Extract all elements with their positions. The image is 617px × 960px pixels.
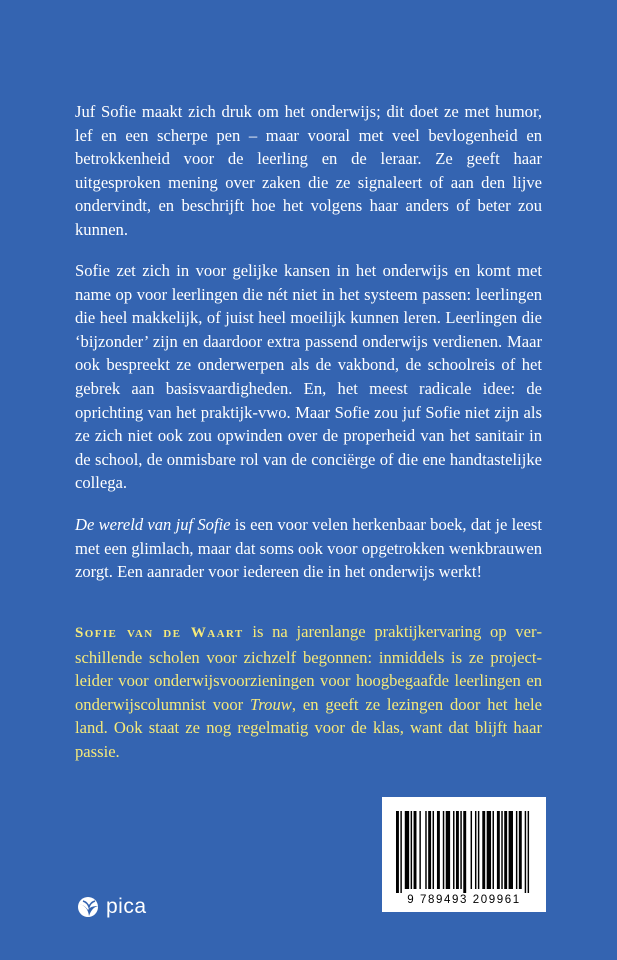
barcode-bar <box>475 811 476 889</box>
barcode-icon <box>396 811 532 893</box>
author-name: Sofie van de Waart <box>75 625 244 641</box>
barcode-bar <box>525 811 526 893</box>
publisher-name: pica <box>106 895 147 918</box>
bio-part-2: , en geeft ze lezingen door het hele land. Ook staat ze nog regelmatig voor de klas, want dat blijft haar passie. <box>75 694 543 761</box>
isbn-number: 9 789493 209961 <box>407 894 521 906</box>
barcode-bar <box>482 811 485 889</box>
barcode-bar <box>437 811 440 889</box>
barcode-bar <box>428 811 431 889</box>
blurb-paragraph-1 <box>75 100 542 242</box>
barcode-bar <box>419 811 420 889</box>
barcode-bar <box>414 811 417 889</box>
author-bio <box>75 620 542 764</box>
barcode-bar <box>509 811 513 889</box>
pica-logo-icon <box>76 895 100 919</box>
barcode-bar <box>456 811 459 889</box>
barcode-bar <box>487 811 491 889</box>
barcode-bar <box>405 811 409 889</box>
blurb-paragraph-3-text <box>75 513 542 584</box>
barcode-bar <box>528 811 529 893</box>
blurb-paragraph-3 <box>75 513 542 584</box>
bio-part-1: is na jarenlange praktijkervaring op verschillende scholen voor zichzelf begonnen: inmiddels is ze projectleider voor onderwijsvoorzieningen voor hoogbegaafde leerlingen en onderwijscolumnist voor <box>75 622 542 714</box>
barcode-bar <box>471 811 472 889</box>
barcode-bar <box>478 811 479 889</box>
barcode-bar <box>453 811 454 889</box>
barcode-bar <box>519 811 522 889</box>
blurb-paragraph-2-text: Sofie zet zich in voor gelijke kansen in het onderwijs en komt met name op voor leerlingen die nét niet in het systeem passen: leerlingen die heel makkelijk, of juist heel moeilijk kunnen leren. Leerlingen die ‘bijzonder’ zijn en daardoor extra passend onderwijs verdienen. Maar ook bespreekt ze onderwerpen als de vakbond, de schoolreis of het gebrek aan basisvaardigheden. En, het meest radicale idee: de oprichting van het praktijk-vwo. Maar Sofie zou juf Sofie niet zijn als ze zich niet ook zou opwinden over de properheid van het sanitair in de school, de onmisbare rol van de conciërge of die ene handtastelijke collega. <box>75 261 542 493</box>
book-title: De wereld van juf Sofie <box>75 515 231 534</box>
blurb-paragraph-3-rest: is een voor velen herkenbaar boek, dat je leest met een glimlach, maar dat soms ook voor opgetrokken wenkbrauwen zorgt. Een aanrader voor iedereen die in het onderwijs werkt! <box>75 515 542 582</box>
publisher-logo <box>76 894 147 920</box>
barcode-bar <box>493 811 494 889</box>
barcode-bar <box>433 811 434 889</box>
blurb-paragraph-1-text: Juf Sofie maakt zich druk om het onderwijs; dit doet ze met humor, lef en een scherpe pen – maar vooral met veel bevlogenheid en betrokkenheid voor de leerling en de leraar. Ze geeft haar uitgesproken mening over zaken die ze signaleert of aan den lijve ondervindt, en beschrijft hoe het volgens haar anders of beter zou kunnen. <box>75 102 542 239</box>
blurb-paragraph-2 <box>75 259 542 495</box>
barcode-bar <box>504 811 507 889</box>
author-bio-text <box>75 620 542 764</box>
isbn-barcode <box>382 797 546 912</box>
barcode-bar <box>501 811 502 889</box>
barcode-bar <box>443 811 444 889</box>
barcode-bar <box>516 811 517 889</box>
barcode-bar <box>396 811 399 893</box>
barcode-bar <box>411 811 412 889</box>
barcode-bar <box>400 811 401 893</box>
barcode-bar <box>425 811 426 889</box>
barcode-bar <box>446 811 450 889</box>
barcode-bar <box>463 811 466 893</box>
newspaper-name: Trouw <box>250 694 292 714</box>
barcode-bar <box>460 811 461 889</box>
barcode-bar <box>497 811 500 889</box>
